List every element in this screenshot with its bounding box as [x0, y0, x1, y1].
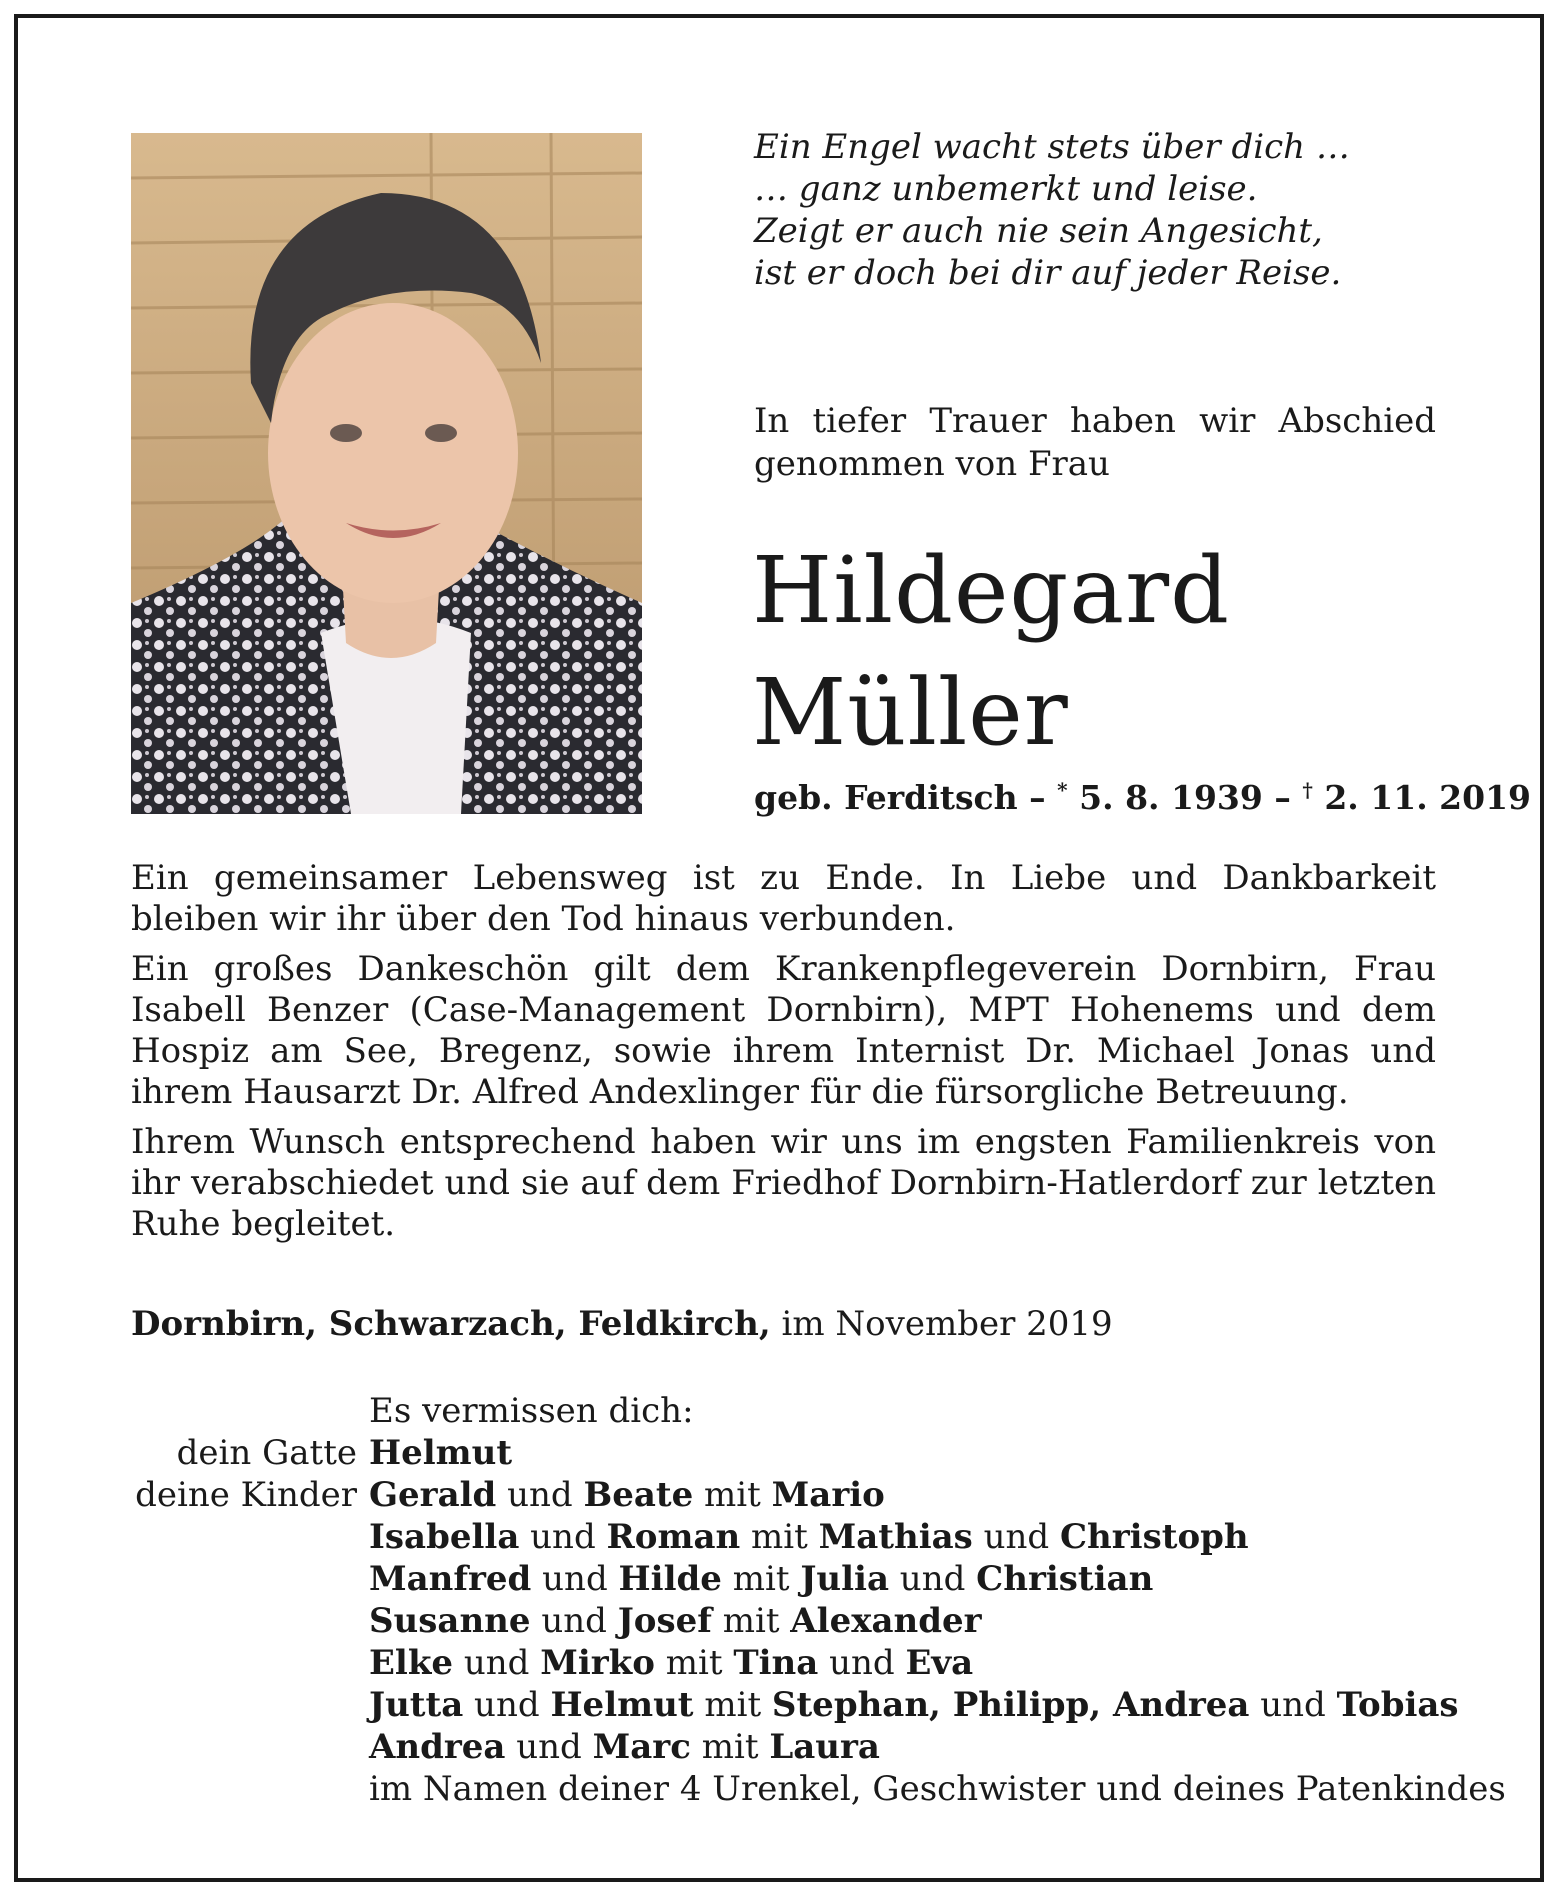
family-member-name: Josef	[617, 1601, 712, 1641]
family-names	[369, 1516, 1249, 1558]
family-member-name: Mirko	[540, 1643, 655, 1683]
family-member-name: Stephan, Philipp, Andrea	[771, 1685, 1250, 1725]
family-rows	[131, 1432, 1459, 1768]
family-member-name: Manfred	[369, 1559, 532, 1599]
family-member-name: Tobias	[1336, 1685, 1459, 1725]
family-row	[131, 1474, 1451, 1516]
family-row	[131, 1600, 1451, 1642]
connector-text: und	[818, 1643, 906, 1683]
connector-text: mit	[711, 1601, 791, 1641]
dash: –	[1274, 778, 1291, 817]
place-date-text: im November 2019	[781, 1304, 1113, 1344]
family-row	[131, 1432, 1451, 1474]
family-row	[131, 1726, 1451, 1768]
family-relation	[131, 1600, 369, 1642]
intro-text: In tiefer Trauer haben wir Abschied genommen von Frau	[754, 401, 1436, 484]
birth-date: 5. 8. 1939	[1079, 778, 1263, 817]
connector-text: mit	[690, 1727, 770, 1767]
family-member-name: Eva	[905, 1643, 974, 1683]
family-closing: im Namen deiner 4 Urenkel, Geschwister und deines Patenkindes	[369, 1769, 1506, 1809]
family-member-name: Elke	[369, 1643, 454, 1683]
family-relation: deine Kinder	[135, 1475, 357, 1515]
family-member-name: Mario	[771, 1475, 885, 1515]
family-row	[131, 1684, 1459, 1726]
family-member-name: Alexander	[790, 1601, 982, 1641]
family-member-name: Hilde	[618, 1559, 722, 1599]
death-symbol: †	[1302, 778, 1313, 802]
last-name: Müller	[752, 659, 1069, 766]
family-member-name: Christoph	[1059, 1517, 1249, 1557]
family-member-name: Gerald	[369, 1475, 497, 1515]
family-names	[369, 1474, 885, 1516]
family-names	[369, 1726, 880, 1768]
connector-text: und	[496, 1475, 584, 1515]
poem-line: ist er doch bei dir auf jeder Reise.	[754, 253, 1342, 293]
family-member-name: Beate	[583, 1475, 694, 1515]
connector-text: und	[530, 1601, 618, 1641]
birth-symbol: *	[1057, 778, 1068, 802]
family-row	[131, 1642, 1451, 1684]
connector-text: mit	[740, 1517, 819, 1557]
paragraph: Ein großes Dankeschön gilt dem Krankenpflegeverein Dornbirn, Frau Isabell Benzer (Case-Management Dornbirn), MPT Hohenems und dem Hospiz am See, Bregenz, sowie ihrem Internist Dr. Michael Jonas und ihrem Hausarzt Dr. Alfred Andexlinger für die fürsorgliche Betreuung.	[131, 949, 1436, 1112]
connector-text: und	[505, 1727, 593, 1767]
family-member-name: Roman	[606, 1517, 741, 1557]
body-text	[131, 858, 1436, 1254]
family-relation	[131, 1726, 369, 1768]
family-relation	[131, 1558, 369, 1600]
poem-line: Ein Engel wacht stets über dich …	[754, 127, 1350, 167]
paragraph: Ein gemeinsamer Lebensweg ist zu Ende. In Liebe und Dankbarkeit bleiben wir ihr über den Tod hinaus verbunden.	[131, 858, 1436, 939]
connector-text: und	[972, 1517, 1060, 1557]
connector-text: mit	[693, 1685, 772, 1725]
place-date	[131, 1304, 1113, 1344]
poem-line: Zeigt er auch nie sein Angesicht,	[754, 211, 1323, 251]
family-row	[131, 1516, 1451, 1558]
family-member-name: Laura	[769, 1727, 880, 1767]
family-heading-row	[131, 1390, 1451, 1432]
family-member-name: Helmut	[369, 1433, 513, 1473]
family-member-name: Julia	[800, 1559, 889, 1599]
family-names	[369, 1432, 512, 1474]
connector-text: und	[519, 1517, 607, 1557]
family-member-name: Andrea	[369, 1727, 506, 1767]
family-closing-row	[131, 1768, 1506, 1810]
life-dates	[754, 778, 1531, 817]
connector-text: mit	[654, 1643, 734, 1683]
dash: –	[1029, 778, 1046, 817]
family-list	[131, 1390, 1506, 1810]
connector-text: und	[463, 1685, 551, 1725]
family-member-name: Helmut	[550, 1685, 694, 1725]
family-relation	[131, 1642, 369, 1684]
connector-text: mit	[721, 1559, 801, 1599]
family-row	[131, 1558, 1451, 1600]
poem-line: … ganz unbemerkt und leise.	[754, 169, 1258, 209]
family-relation	[131, 1516, 369, 1558]
poem	[754, 126, 1454, 294]
family-names	[369, 1558, 1153, 1600]
place-cities: Dornbirn, Schwarzach, Feldkirch,	[131, 1304, 771, 1344]
connector-text: und	[1249, 1685, 1337, 1725]
family-names	[369, 1642, 973, 1684]
connector-text: und	[453, 1643, 541, 1683]
family-member-name: Mathias	[818, 1517, 973, 1557]
deceased-name	[752, 530, 1230, 774]
family-relation: dein Gatte	[176, 1433, 357, 1473]
connector-text: und	[888, 1559, 977, 1599]
family-member-name: Marc	[592, 1727, 691, 1767]
connector-text: mit	[693, 1475, 772, 1515]
family-names	[369, 1684, 1459, 1726]
paragraph: Ihrem Wunsch entsprechend haben wir uns im engsten Familienkreis von ihr verabschiedet und sie auf dem Friedhof Dornbirn-Hatlerdorf zur letzten Ruhe begleitet.	[131, 1122, 1436, 1244]
first-name: Hildegard	[752, 537, 1231, 644]
born-name: geb. Ferditsch	[754, 778, 1018, 817]
family-member-name: Susanne	[369, 1601, 531, 1641]
connector-text: und	[531, 1559, 619, 1599]
family-member-name: Tina	[733, 1643, 819, 1683]
family-member-name: Isabella	[369, 1517, 520, 1557]
family-heading: Es vermissen dich:	[369, 1391, 694, 1431]
death-date: 2. 11. 2019	[1324, 778, 1532, 817]
family-relation	[131, 1684, 369, 1726]
portrait-photo	[131, 133, 642, 814]
family-member-name: Jutta	[369, 1685, 464, 1725]
family-names	[369, 1600, 982, 1642]
family-member-name: Christian	[976, 1559, 1154, 1599]
